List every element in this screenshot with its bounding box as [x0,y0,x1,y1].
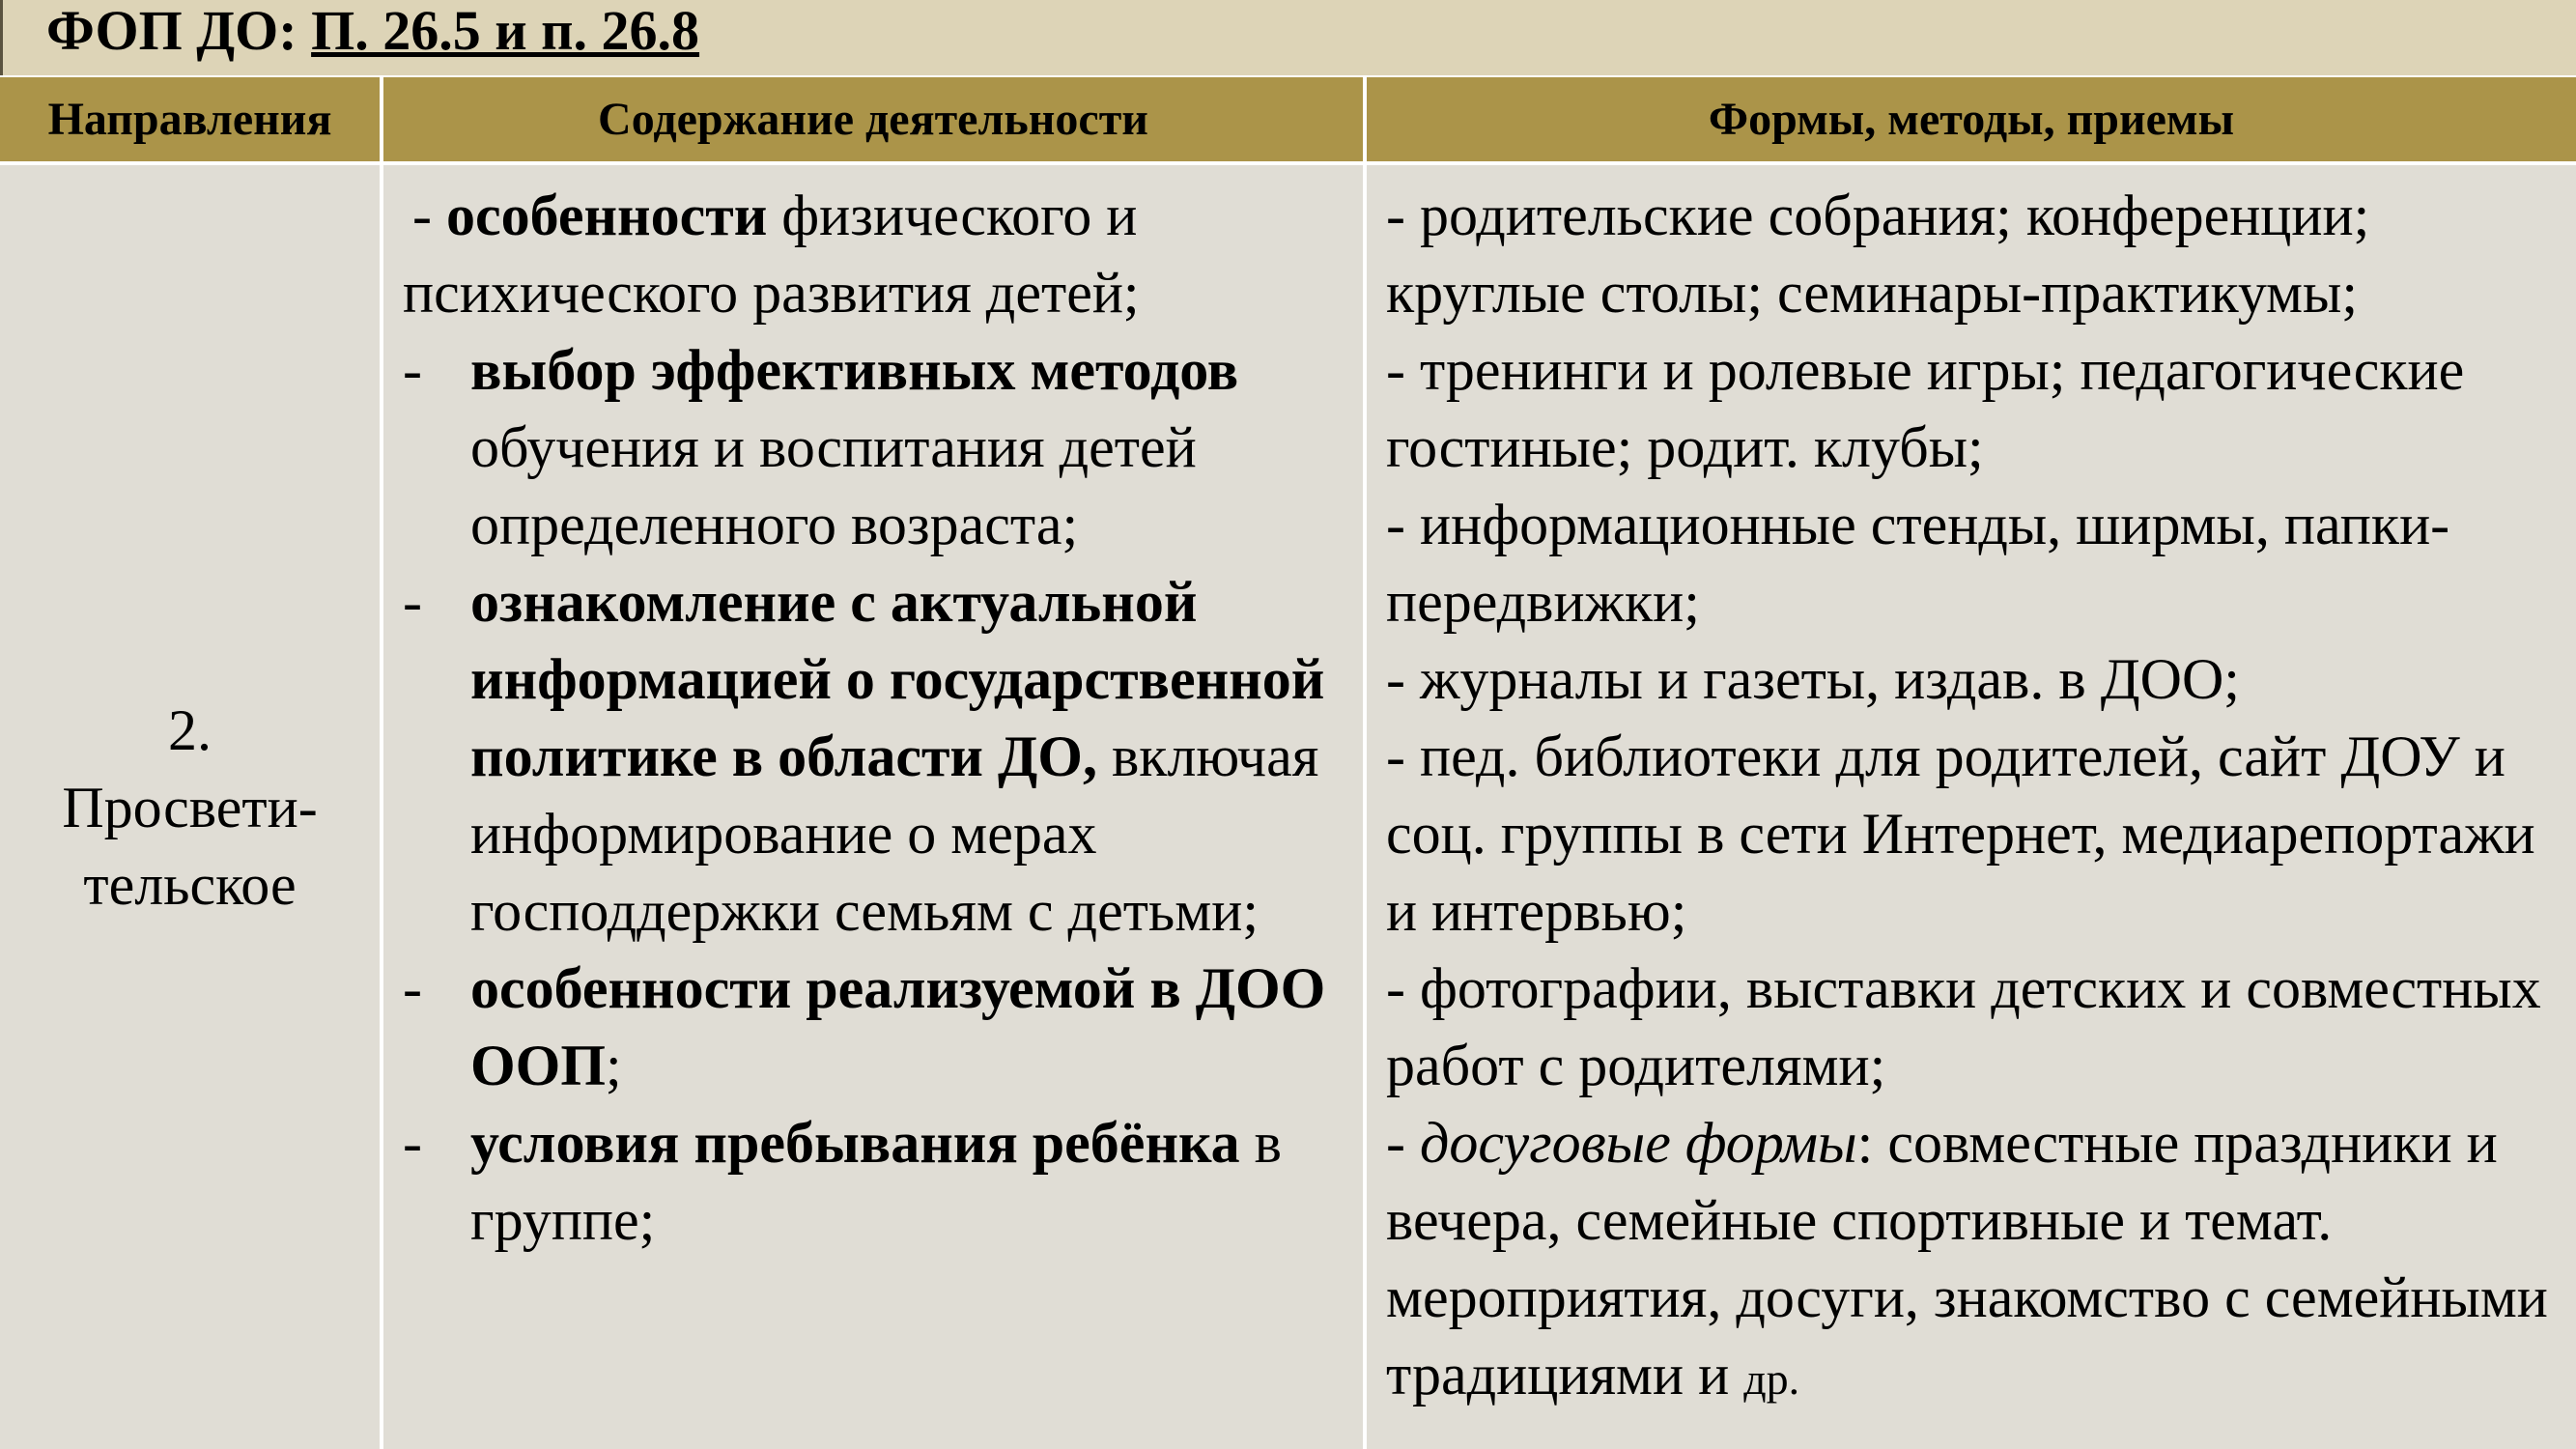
title-bar [0,0,2576,75]
forms-last-dash: - [1386,1111,1420,1175]
direction-number: 2. [168,697,212,762]
list-item [403,950,1363,1104]
forms-line: - журналы и газеты, издав. в ДОО; [1386,647,2240,711]
list-item [403,331,1363,563]
direction-cell [0,163,382,1449]
item-rest: в группе; [470,1111,1283,1252]
direction-line1: Просвети- [62,775,318,839]
item-rest: обучения и воспитания детей определенного возраста; [470,415,1197,556]
forms-last-small: др. [1743,1354,1800,1404]
item-dash: - [403,956,422,1020]
forms-line: - информационные стенды, ширмы, папки-передвижки; [1386,493,2450,634]
direction-line2: тельское [83,852,297,917]
table-row [0,163,2576,1449]
item-bold: особенности реализуемой в ДОО ООП [470,956,1326,1097]
header-content: Содержание деятельности [382,77,1365,163]
item-dash: - [403,1111,422,1175]
content-first-dash: - [412,184,446,247]
forms-line: - пед. библиотеки для родителей, сайт ДОУ и соц. группы в сети Интернет, медиарепортажи и интервью; [1386,724,2535,943]
content-first-item [403,165,1363,331]
header-forms: Формы, методы, приемы [1365,77,2576,163]
content-list [403,331,1363,1259]
list-item [403,563,1363,950]
item-bold: условия пребывания ребёнка [470,1111,1240,1175]
content-first-rest: физического и психического развития детей; [403,184,1140,325]
title-prefix: ФОП ДО: [46,0,297,62]
item-dash: - [403,570,422,634]
header-row [0,77,2576,163]
forms-last-line [1386,1104,2566,1418]
forms-last-rest: : совместные праздники и вечера, семейные спортивные и темат. мероприятия, досуги, знакомство с семейными традициями и [1386,1111,2548,1406]
content-first-bold: особенности [445,184,768,247]
forms-cell [1365,163,2576,1449]
item-bold: ознакомление с актуальной информацией о государственной политике в области ДО, [470,570,1325,788]
list-item [403,1104,1363,1259]
content-cell [382,163,1365,1449]
item-dash: - [403,338,422,402]
header-directions: Направления [0,77,382,163]
item-rest: включая информирование о мерах господдержки семьям с детьми; [470,724,1319,943]
title-reference: П. 26.5 и п. 26.8 [311,0,700,62]
content-table [0,77,2576,1449]
forms-last-italic: досуговые формы [1419,1111,1857,1175]
forms-line: - родительские собрания; конференции; круглые столы; семинары-практикумы; [1386,184,2370,325]
forms-line: - фотографии, выставки детских и совместных работ с родителями; [1386,956,2541,1097]
item-rest: ; [606,1034,622,1097]
forms-line: - тренинги и ролевые игры; педагогические гостиные; родит. клубы; [1386,338,2465,479]
item-bold: выбор эффективных методов [470,338,1239,402]
